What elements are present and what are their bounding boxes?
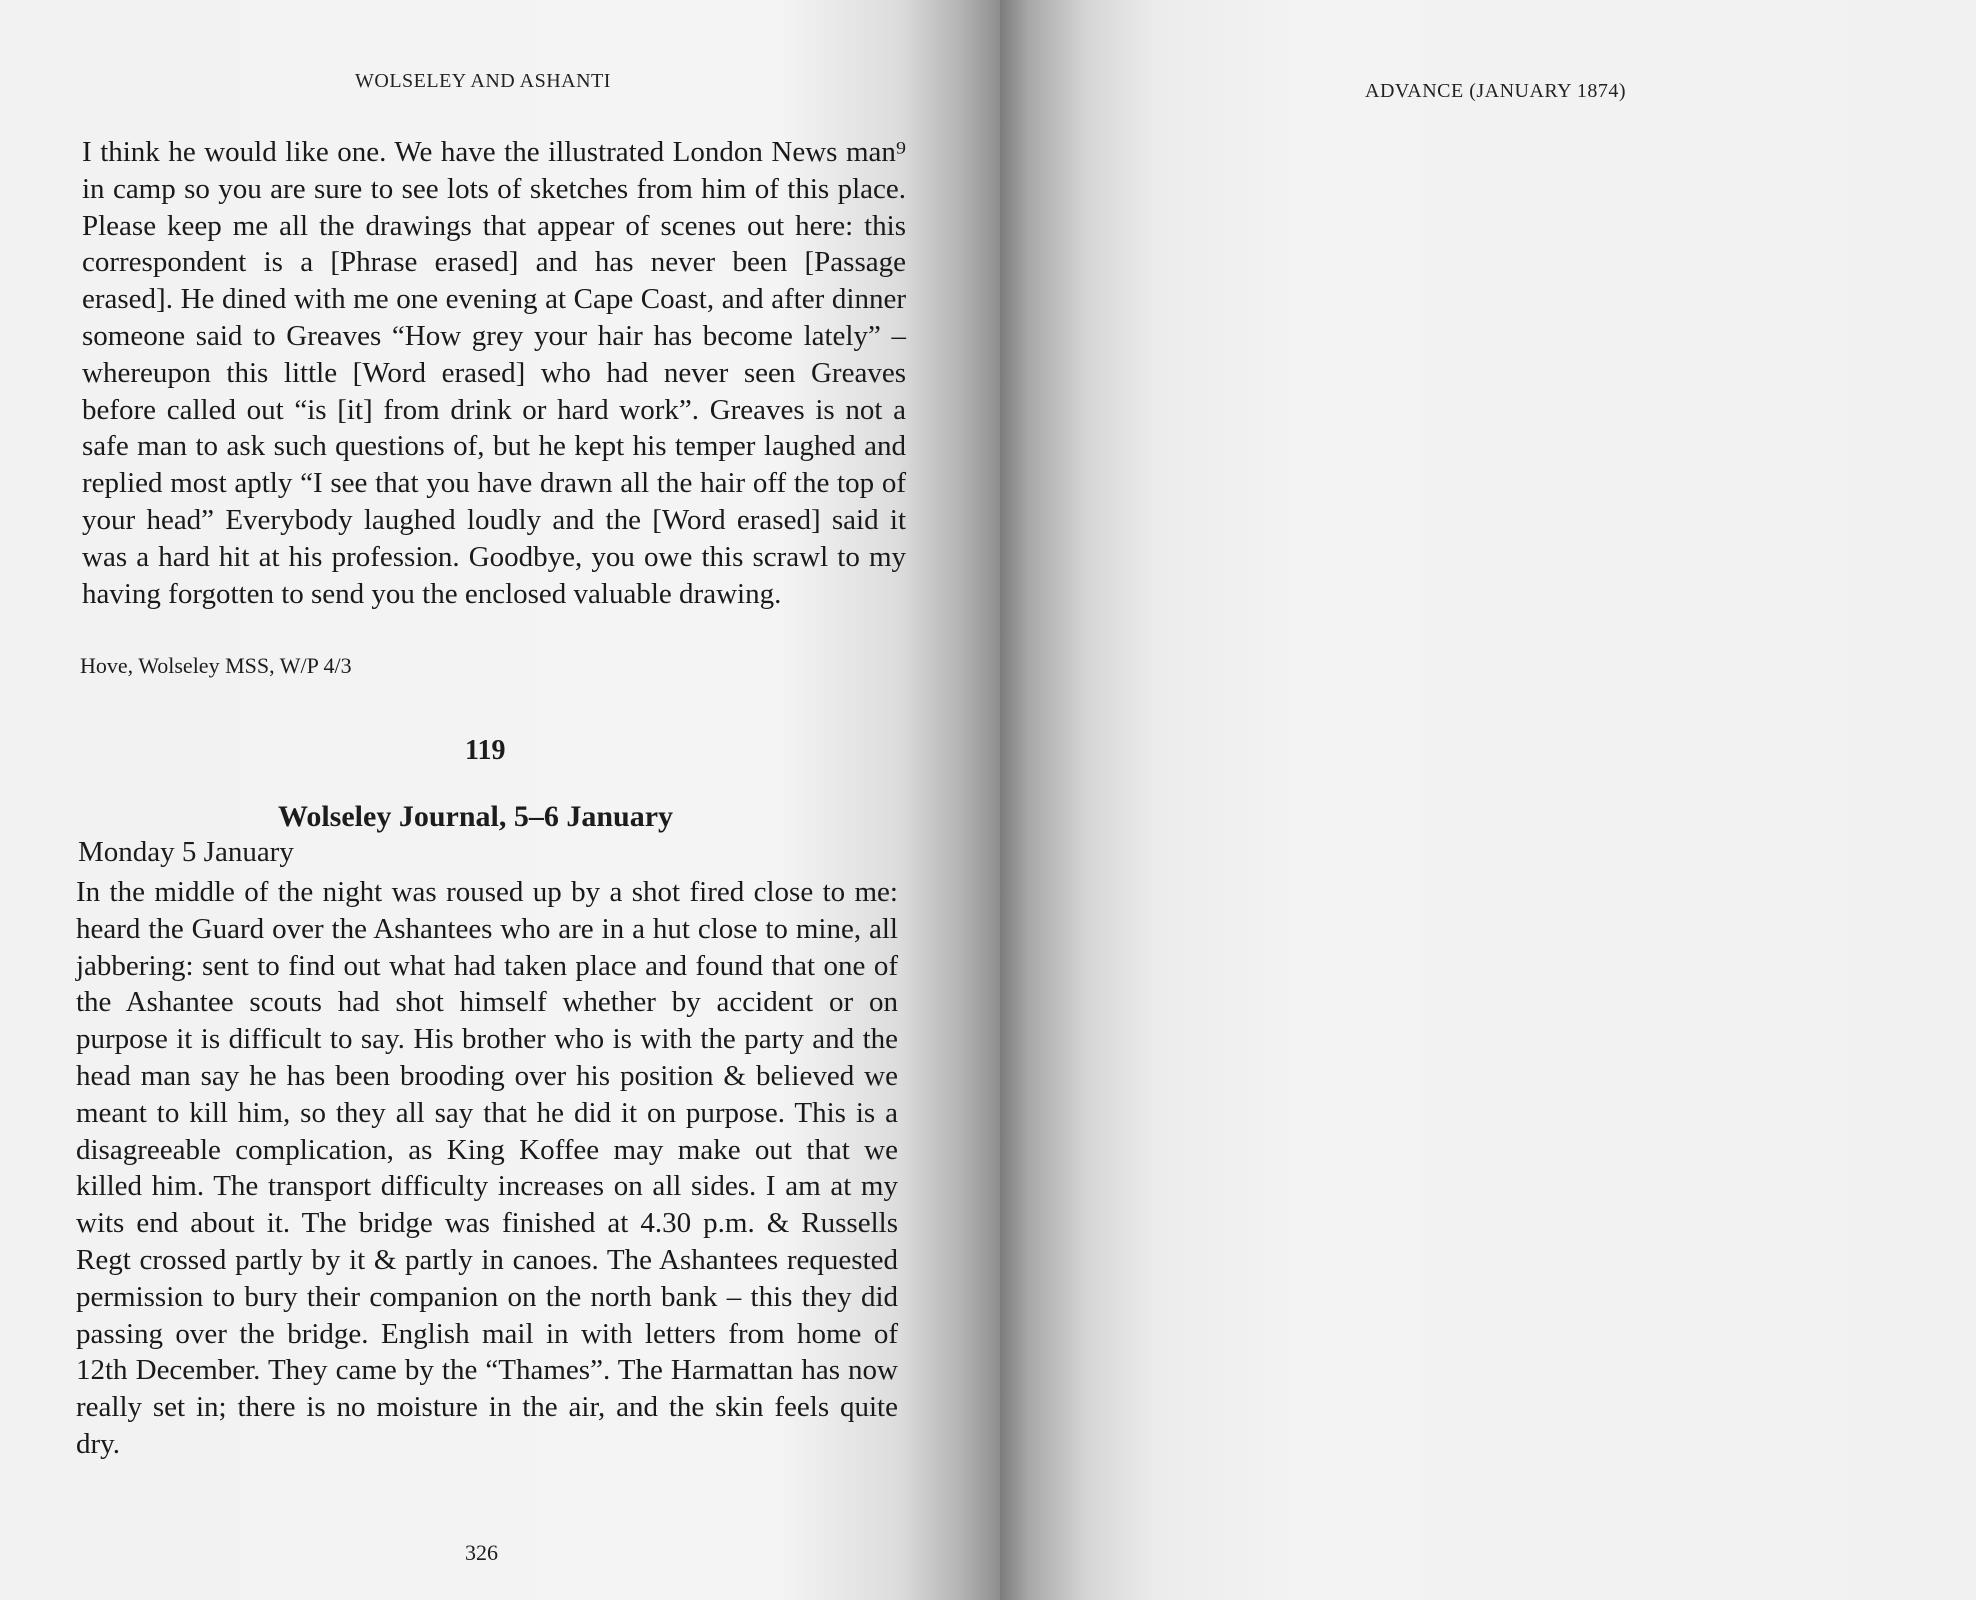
right-running-head: ADVANCE (JANUARY 1874) [1365,80,1627,102]
left-source-citation: Hove, Wolseley MSS, W/P 4/3 [80,653,352,678]
document-title: Wolseley Journal, 5–6 January [278,800,674,833]
left-continued-text: I think he would like one. We have the illustrated London News man⁹ in camp so you are sure to see lots of sketches from him of this place. Please keep me all the drawings that appear of scenes out here: this correspondent is a [Phrase erased] and has never been [Passage erased]. He dined with me one evening at Cape Coast, and after dinner someone said to Greaves “How grey your hair has become lately” – whereupon this little [Word erased] who had never seen Greaves before called out “is [it] from drink or hard work”. Greaves is not a safe man to ask such questions of, but he kept his temper laughed and replied most aptly “I see that you have drawn all the hair off the top of your head” Everybody laughed loudly and the [Word erased] said it was a hard hit at his profession. Goodbye, you owe this scrawl to my having forgotten to send you the enclosed valuable drawing. [82,136,906,610]
left-page-number: 326 [465,1540,498,1565]
left-journal-text: In the middle of the night was roused up by a shot fired close to me: heard the Guard over the Ashantees who are in a hut close to mine, all jabbering: sent to find out what had taken place and found that one of the Ashantee scouts had shot himself whether by accident or on purpose it is difficult to say. His brother who is with the party and the head man say he has been brooding over his position & believed we meant to kill him, so they all say that he did it on purpose. This is a disagreeable complication, as King Koffee may make out that we killed him. The transport difficulty increases on all sides. I am at my wits end about it. The bridge was finished at 4.30 p.m. & Russells Regt crossed partly by it & partly in canoes. The Ashantees requested permission to bury their companion on the north bank – this they did passing over the bridge. English mail in with letters from home of 12th December. They came by the “Thames”. The Harmattan has now really set in; there is no moisture in the air, and the skin feels quite dry. [76,876,898,1460]
right-page [1000,0,1976,1600]
left-running-head: WOLSELEY AND ASHANTI [355,70,611,92]
left-day-heading: Monday 5 January [78,836,294,868]
document-number: 119 [465,735,506,766]
